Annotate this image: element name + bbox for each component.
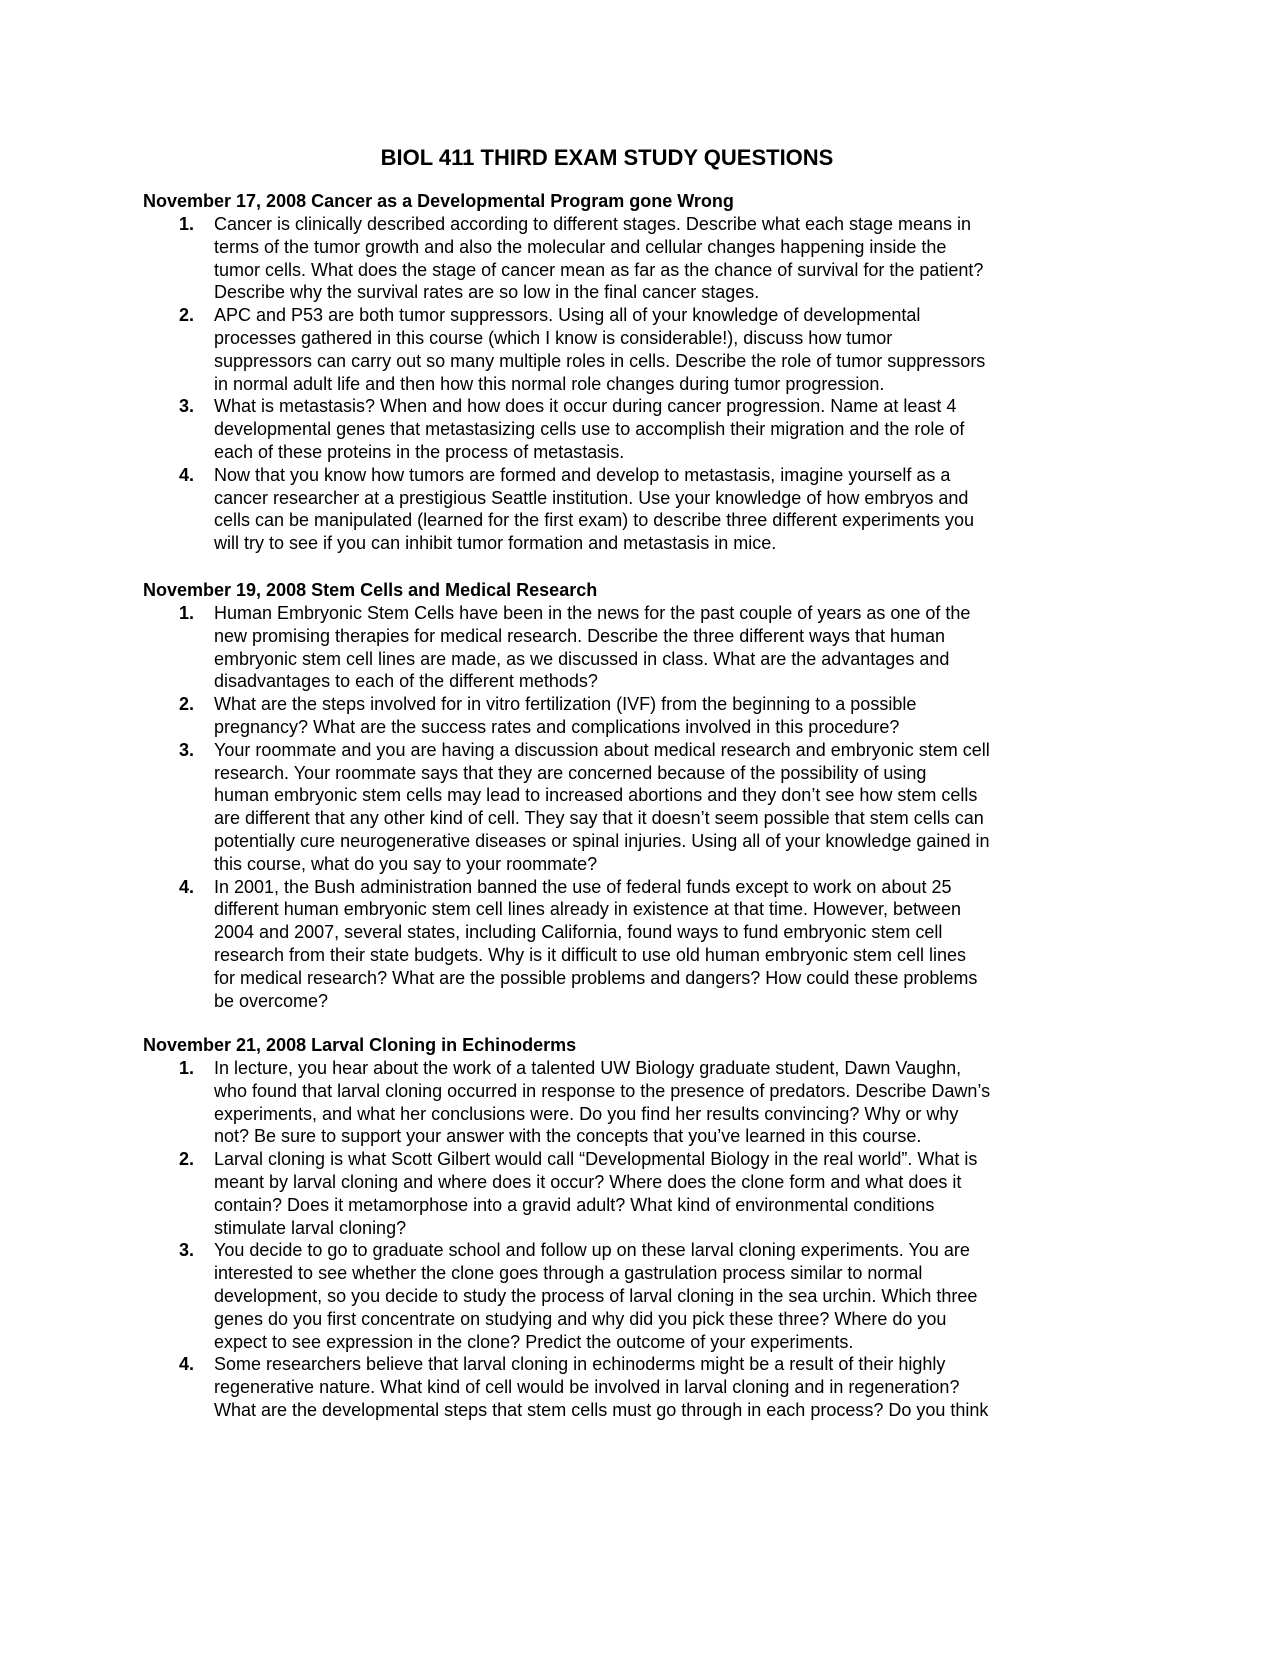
question-text-line: who found that larval cloning occurred in response to the presence of predators. Describe Dawn’s <box>214 1080 991 1101</box>
question-text-line: interested to see whether the clone goes through a gastrulation process similar to normal <box>214 1263 923 1284</box>
question-item <box>143 1148 1103 1239</box>
question-number: 2. <box>179 1149 195 1170</box>
question-text-line: Now that you know how tumors are formed and develop to metastasis, imagine yourself as a <box>214 464 951 485</box>
question-item <box>143 304 1103 395</box>
question-text-line: embryonic stem cell lines are made, as we discussed in class. What are the advantages and <box>214 648 950 669</box>
question-text-line: stimulate larval cloning? <box>214 1217 407 1238</box>
question-text-line: You decide to go to graduate school and follow up on these larval cloning experiments. You are <box>214 1240 970 1261</box>
section-stem-cells <box>143 579 1103 1012</box>
question-text-line: potentially cure neurogenerative diseases or spinal injuries. Using all of your knowledge gained in <box>214 830 990 851</box>
section-cancer <box>143 190 1103 555</box>
question-text-line: genes do you first concentrate on studying and why did you pick these three? Where do you <box>214 1308 947 1329</box>
question-text-line: tumor cells. What does the stage of cancer mean as far as the chance of survival for the patient? <box>214 259 984 280</box>
question-number: 4. <box>179 876 195 897</box>
section-larval-cloning <box>143 1034 1103 1422</box>
question-text-line: research from their state budgets. Why is it difficult to use old human embryonic stem cell lines <box>214 944 966 965</box>
question-number: 2. <box>179 305 195 326</box>
question-text-line: Cancer is clinically described according to different stages. Describe what each stage means in <box>214 214 972 234</box>
question-item <box>143 1057 1103 1148</box>
question-text-line: new promising therapies for medical research. Describe the three different ways that human <box>214 625 946 646</box>
question-text-line: meant by larval cloning and where does it occur? Where does the clone form and what does it <box>214 1171 962 1192</box>
question-text-line: cancer researcher at a prestigious Seattle institution. Use your knowledge of how embryos and <box>214 487 969 508</box>
section-heading: November 17, 2008 Cancer as a Developmental Program gone Wrong <box>143 191 734 211</box>
question-text-line: Larval cloning is what Scott Gilbert would call “Developmental Biology in the real world”. What is <box>214 1149 978 1170</box>
question-text-line: research. Your roommate says that they are concerned because of the possibility of using <box>214 762 927 783</box>
question-item <box>143 1239 1103 1353</box>
question-number: 4. <box>179 464 195 485</box>
question-text-line: experiments, and what her conclusions were. Do you find her results convincing? Why or why <box>214 1103 959 1124</box>
question-number: 1. <box>179 214 195 234</box>
question-text-line: terms of the tumor growth and also the molecular and cellular changes happening inside the <box>214 236 947 257</box>
question-item <box>143 464 1103 555</box>
question-text-line: contain? Does it metamorphose into a gravid adult? What kind of environmental conditions <box>214 1194 935 1215</box>
question-text-line: developmental genes that metastasizing cells use to accomplish their migration and the role of <box>214 419 965 440</box>
question-text-line: each of these proteins in the process of metastasis. <box>214 441 625 462</box>
question-text-line: What is metastasis? When and how does it occur during cancer progression. Name at least 4 <box>214 396 957 417</box>
question-text-line: for medical research? What are the possible problems and dangers? How could these problems <box>214 967 978 988</box>
question-text-line: expect to see expression in the clone? Predict the outcome of your experiments. <box>214 1331 854 1352</box>
question-item <box>143 213 1103 304</box>
document-title: BIOL 411 THIRD EXAM STUDY QUESTIONS <box>380 145 834 170</box>
question-text-line: in normal adult life and then how this normal role changes during tumor progression. <box>214 373 885 394</box>
question-text-line: Some researchers believe that larval cloning in echinoderms might be a result of their highly <box>214 1354 946 1375</box>
question-number: 3. <box>179 739 195 760</box>
question-number: 3. <box>179 396 195 417</box>
question-number: 4. <box>179 1354 195 1375</box>
question-item <box>143 693 1103 739</box>
question-number: 1. <box>179 603 195 623</box>
question-text-line: 2004 and 2007, several states, including California, found ways to fund embryonic stem cell <box>214 922 943 943</box>
question-number: 2. <box>179 694 195 715</box>
question-text-line: this course, what do you say to your roommate? <box>214 853 598 874</box>
question-text-line: Human Embryonic Stem Cells have been in the news for the past couple of years as one of the <box>214 603 971 623</box>
question-text-line: In lecture, you hear about the work of a talented UW Biology graduate student, Dawn Vaughn, <box>214 1058 962 1078</box>
section-heading: November 19, 2008 Stem Cells and Medical Research <box>143 580 598 600</box>
question-item <box>143 602 1103 693</box>
question-item <box>143 395 1103 463</box>
question-number: 1. <box>179 1058 195 1078</box>
question-text-line: not? Be sure to support your answer with the concepts that you’ve learned in this course. <box>214 1126 922 1147</box>
question-text-line: human embryonic stem cells may lead to increased abortions and they don’t see how stem cells <box>214 785 978 806</box>
question-number: 3. <box>179 1240 195 1261</box>
question-text-line: pregnancy? What are the success rates and complications involved in this procedure? <box>214 716 900 737</box>
question-text-line: regenerative nature. What kind of cell would be involved in larval cloning and in regeneration? <box>214 1377 960 1398</box>
question-text-line: What are the steps involved for in vitro fertilization (IVF) from the beginning to a possible <box>214 694 917 715</box>
question-text-line: processes gathered in this course (which I know is considerable!), discuss how tumor <box>214 327 893 348</box>
question-text-line: disadvantages to each of the different methods? <box>214 671 598 692</box>
question-text-line: will try to see if you can inhibit tumor formation and metastasis in mice. <box>214 533 777 554</box>
question-item <box>143 739 1103 876</box>
question-text-line: be overcome? <box>214 990 329 1011</box>
question-text-line: different human embryonic stem cell lines already in existence at that time. However, between <box>214 899 962 920</box>
section-heading: November 21, 2008 Larval Cloning in Echinoderms <box>143 1035 577 1055</box>
question-text-line: What are the developmental steps that stem cells must go through in each process? Do you think <box>214 1399 989 1420</box>
question-text-line: are different that any other kind of cell. They say that it doesn’t seem possible that stem cells can <box>214 808 984 829</box>
question-text-line: development, so you decide to study the process of larval cloning in the sea urchin. Which three <box>214 1285 978 1306</box>
question-text-line: Your roommate and you are having a discussion about medical research and embryonic stem cell <box>214 739 990 760</box>
question-text-line: suppressors can carry out so many multiple roles in cells. Describe the role of tumor suppressors <box>214 350 986 371</box>
question-text-line: APC and P53 are both tumor suppressors. Using all of your knowledge of developmental <box>214 305 921 326</box>
question-item <box>143 1353 1103 1421</box>
question-text-line: In 2001, the Bush administration banned the use of federal funds except to work on about 25 <box>214 876 952 897</box>
question-item <box>143 876 1103 1013</box>
question-text-line: cells can be manipulated (learned for the first exam) to describe three different experiments you <box>214 510 975 531</box>
question-text-line: Describe why the survival rates are so low in the final cancer stages. <box>214 282 760 303</box>
